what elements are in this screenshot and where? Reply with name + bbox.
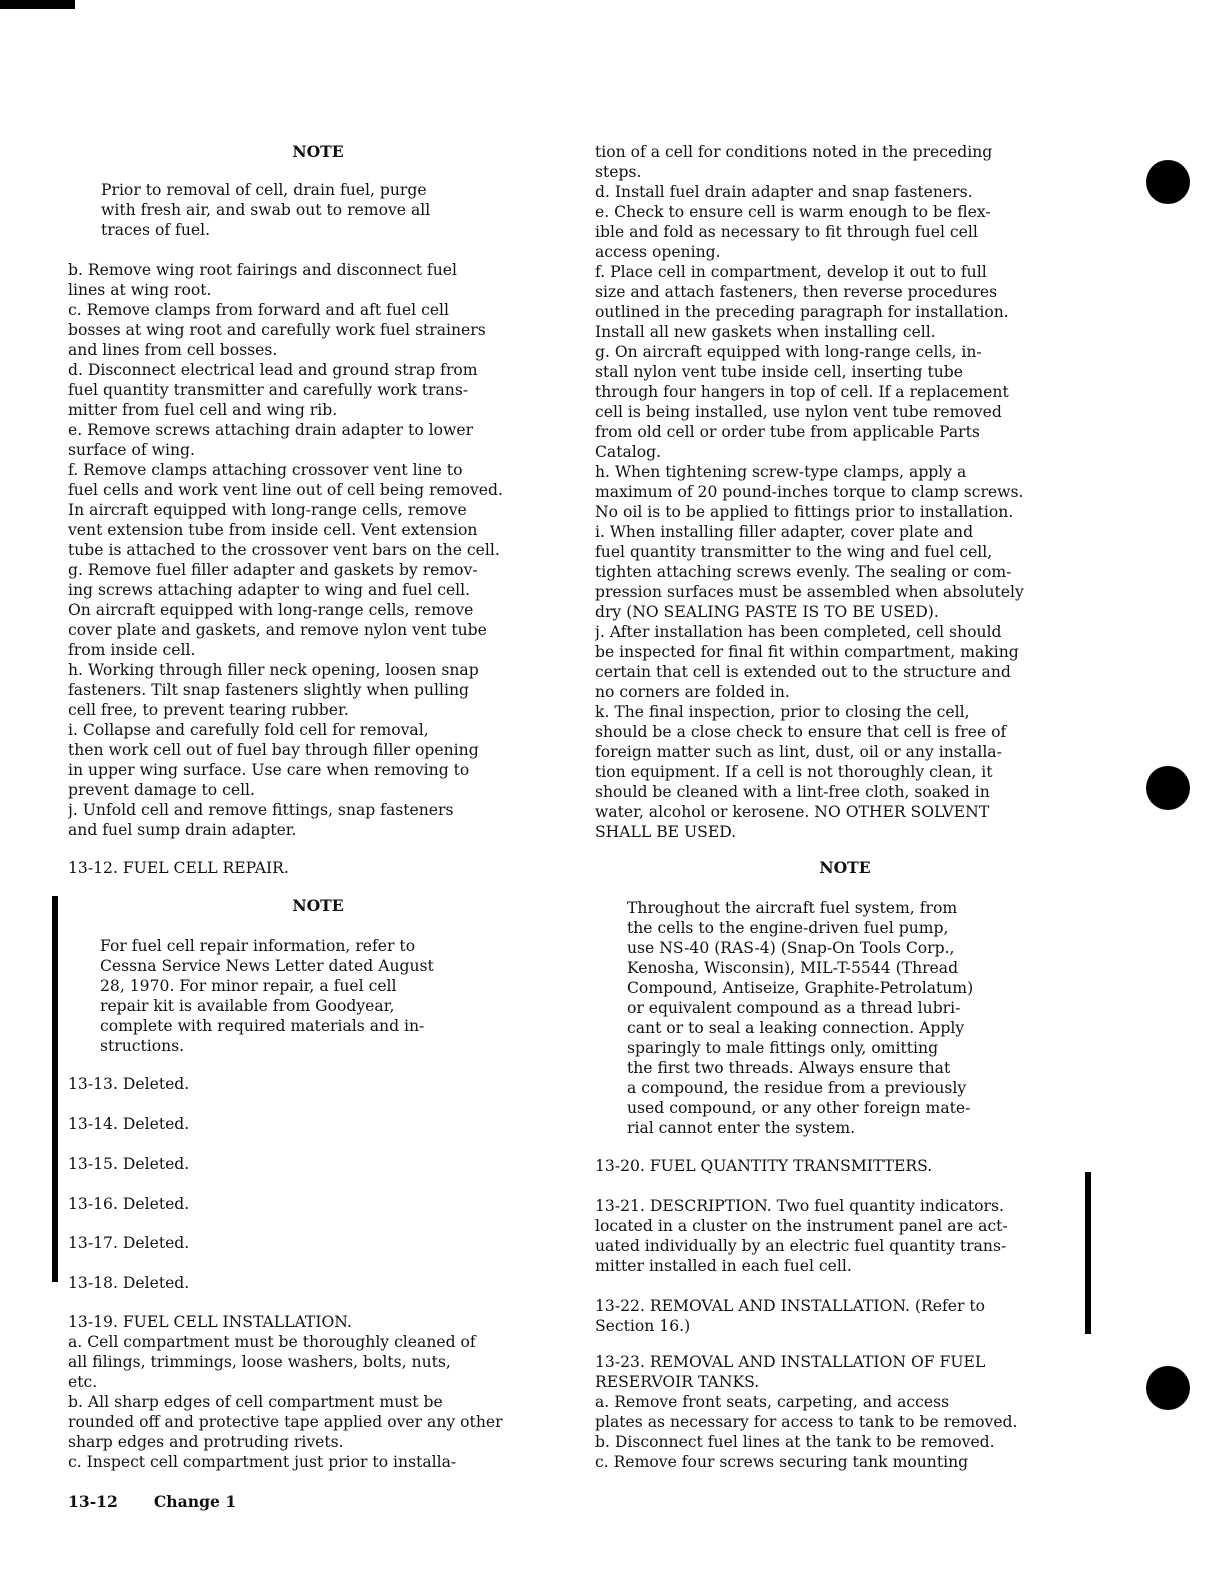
step-text: etc. [68,1373,98,1391]
note-text: rial cannot enter the system. [627,1119,856,1137]
section-paragraph: located in a cluster on the instrument panel are act- [595,1217,1008,1235]
step-text: access opening. [595,243,721,261]
step-text: no corners are folded in. [595,683,790,701]
note-text: a compound, the residue from a previously [627,1079,967,1097]
step-i: i. Collapse and carefully fold cell for removal, [68,721,429,739]
note-heading: NOTE [292,142,344,161]
step-b: b. Remove wing root fairings and disconnect fuel [68,261,457,279]
change-bar [52,896,58,1282]
note-text: the cells to the engine-driven fuel pump, [627,919,949,937]
deleted-paragraph: 13-14. Deleted. [68,1115,190,1133]
section-paragraph: 13-21. DESCRIPTION. Two fuel quantity indicators. [595,1197,1004,1215]
binder-punch-hole [1146,1366,1190,1410]
step-text: fuel cells and work vent line out of cell being removed. [68,481,503,499]
step-text: tube is attached to the crossover vent bars on the cell. [68,541,500,559]
note-heading: NOTE [292,896,344,915]
step-text: steps. [595,163,642,181]
step-text: cover plate and gaskets, and remove nylon vent tube [68,621,487,639]
step-text: rounded off and protective tape applied over any other [68,1413,503,1431]
step-text: from old cell or order tube from applicable Parts [595,423,980,441]
step-e: e. Check to ensure cell is warm enough to be flex- [595,203,991,221]
step-c: c. Inspect cell compartment just prior to installa- [68,1453,457,1471]
note-heading: NOTE [819,858,871,877]
note-text: the first two threads. Always ensure that [627,1059,951,1077]
note-text: Prior to removal of cell, drain fuel, purge [101,181,427,199]
step-text: stall nylon vent tube inside cell, inserting tube [595,363,964,381]
deleted-paragraph: 13-18. Deleted. [68,1274,190,1292]
step-text: and fuel sump drain adapter. [68,821,297,839]
step-text: be inspected for final fit within compartment, making [595,643,1019,661]
step-text: tighten attaching screws evenly. The sealing or com- [595,563,1012,581]
note-text: or equivalent compound as a thread lubri- [627,999,961,1017]
step-c: c. Remove four screws securing tank mounting [595,1453,969,1471]
step-e: e. Remove screws attaching drain adapter to lower [68,421,474,439]
step-text: lines at wing root. [68,281,212,299]
step-a: a. Cell compartment must be thoroughly cleaned of [68,1333,476,1351]
note-text: cant or to seal a leaking connection. Apply [627,1019,965,1037]
step-text: prevent damage to cell. [68,781,256,799]
note-text: 28, 1970. For minor repair, a fuel cell [100,977,397,995]
step-f: f. Place cell in compartment, develop it out to full [595,263,987,281]
step-h: h. Working through filler neck opening, loosen snap [68,661,479,679]
section-paragraph: mitter installed in each fuel cell. [595,1257,852,1275]
step-text: tion equipment. If a cell is not thoroughly clean, it [595,763,993,781]
step-text: fuel quantity transmitter to the wing and fuel cell, [595,543,993,561]
note-text: Throughout the aircraft fuel system, from [627,899,958,917]
step-text: should be a close check to ensure that cell is free of [595,723,1007,741]
step-text: plates as necessary for access to tank to be removed. [595,1413,1018,1431]
step-text: then work cell out of fuel bay through filler opening [68,741,479,759]
step-text: fuel quantity transmitter and carefully work trans- [68,381,469,399]
note-text: Compound, Antiseize, Graphite-Petrolatum) [627,979,974,997]
note-text: Kenosha, Wisconsin), MIL-T-5544 (Thread [627,959,959,977]
step-text: should be cleaned with a lint-free cloth, soaked in [595,783,990,801]
deleted-paragraph: 13-16. Deleted. [68,1195,190,1213]
step-text: cell is being installed, use nylon vent tube removed [595,403,1002,421]
note-text: with fresh air, and swab out to remove all [101,201,431,219]
step-text: SHALL BE USED. [595,823,737,841]
step-text: in upper wing surface. Use care when removing to [68,761,470,779]
deleted-paragraph: 13-17. Deleted. [68,1234,190,1252]
note-text: repair kit is available from Goodyear, [100,997,395,1015]
step-text: from inside cell. [68,641,196,659]
step-text: maximum of 20 pound-inches torque to clamp screws. [595,483,1024,501]
step-text: and lines from cell bosses. [68,341,278,359]
section-heading: 13-22. REMOVAL AND INSTALLATION. (Refer to [595,1297,986,1315]
page-number: 13-12 [68,1492,118,1511]
section-heading: 13-23. REMOVAL AND INSTALLATION OF FUEL [595,1353,986,1371]
step-text: certain that cell is extended out to the structure and [595,663,1011,681]
note-text: traces of fuel. [101,221,211,239]
step-a: a. Remove front seats, carpeting, and access [595,1393,950,1411]
step-text: vent extension tube from inside cell. Vent extension [68,521,478,539]
step-b: b. Disconnect fuel lines at the tank to be removed. [595,1433,995,1451]
step-text: On aircraft equipped with long-range cells, remove [68,601,474,619]
step-text: through four hangers in top of cell. If a replacement [595,383,1009,401]
step-d: d. Disconnect electrical lead and ground strap from [68,361,478,379]
step-text: In aircraft equipped with long-range cells, remove [68,501,467,519]
note-text: use NS-40 (RAS-4) (Snap-On Tools Corp., [627,939,955,957]
change-label: Change 1 [153,1492,237,1511]
step-k: k. The final inspection, prior to closing the cell, [595,703,970,721]
corner-registration-mark [0,0,75,9]
note-text: structions. [100,1037,185,1055]
section-paragraph: uated individually by an electric fuel quantity trans- [595,1237,1007,1255]
step-text: outlined in the preceding paragraph for installation. [595,303,1009,321]
step-text: cell free, to prevent tearing rubber. [68,701,349,719]
step-i: i. When installing filler adapter, cover plate and [595,523,974,541]
step-text: all filings, trimmings, loose washers, bolts, nuts, [68,1353,451,1371]
step-j: j. After installation has been completed, cell should [595,623,1002,641]
deleted-paragraph: 13-13. Deleted. [68,1075,190,1093]
step-f: f. Remove clamps attaching crossover vent line to [68,461,463,479]
step-text: Install all new gaskets when installing cell. [595,323,936,341]
section-heading: 13-12. FUEL CELL REPAIR. [68,859,289,877]
step-text: dry (NO SEALING PASTE IS TO BE USED). [595,603,939,621]
step-text: Catalog. [595,443,662,461]
step-text: bosses at wing root and carefully work fuel strainers [68,321,486,339]
note-text: Cessna Service News Letter dated August [100,957,434,975]
step-text: foreign matter such as lint, dust, oil or any installa- [595,743,1002,761]
section-heading: 13-19. FUEL CELL INSTALLATION. [68,1313,352,1331]
section-heading: RESERVOIR TANKS. [595,1373,760,1391]
section-heading: 13-20. FUEL QUANTITY TRANSMITTERS. [595,1157,933,1175]
step-text: pression surfaces must be assembled when absolutely [595,583,1024,601]
note-text: sparingly to male fittings only, omitting [627,1039,939,1057]
step-text: mitter from fuel cell and wing rib. [68,401,338,419]
step-text: tion of a cell for conditions noted in the preceding [595,143,993,161]
step-c: c. Remove clamps from forward and aft fuel cell [68,301,450,319]
section-heading: Section 16.) [595,1317,691,1335]
step-text: size and attach fasteners, then reverse procedures [595,283,998,301]
step-text: No oil is to be applied to fittings prior to installation. [595,503,1014,521]
note-text: complete with required materials and in- [100,1017,425,1035]
step-g: g. On aircraft equipped with long-range cells, in- [595,343,982,361]
step-text: ing screws attaching adapter to wing and fuel cell. [68,581,471,599]
step-text: fasteners. Tilt snap fasteners slightly when pulling [68,681,469,699]
binder-punch-hole [1146,766,1190,810]
step-text: surface of wing. [68,441,195,459]
step-g: g. Remove fuel filler adapter and gaskets by remov- [68,561,478,579]
step-text: sharp edges and protruding rivets. [68,1433,344,1451]
binder-punch-hole [1146,160,1190,204]
step-j: j. Unfold cell and remove fittings, snap fasteners [68,801,454,819]
page-footer [68,1492,236,1512]
step-h: h. When tightening screw-type clamps, apply a [595,463,967,481]
note-text: used compound, or any other foreign mate- [627,1099,971,1117]
step-b: b. All sharp edges of cell compartment must be [68,1393,443,1411]
deleted-paragraph: 13-15. Deleted. [68,1155,190,1173]
note-text: For fuel cell repair information, refer to [100,937,416,955]
step-d: d. Install fuel drain adapter and snap fasteners. [595,183,973,201]
step-text: water, alcohol or kerosene. NO OTHER SOLVENT [595,803,990,821]
step-text: ible and fold as necessary to fit through fuel cell [595,223,978,241]
